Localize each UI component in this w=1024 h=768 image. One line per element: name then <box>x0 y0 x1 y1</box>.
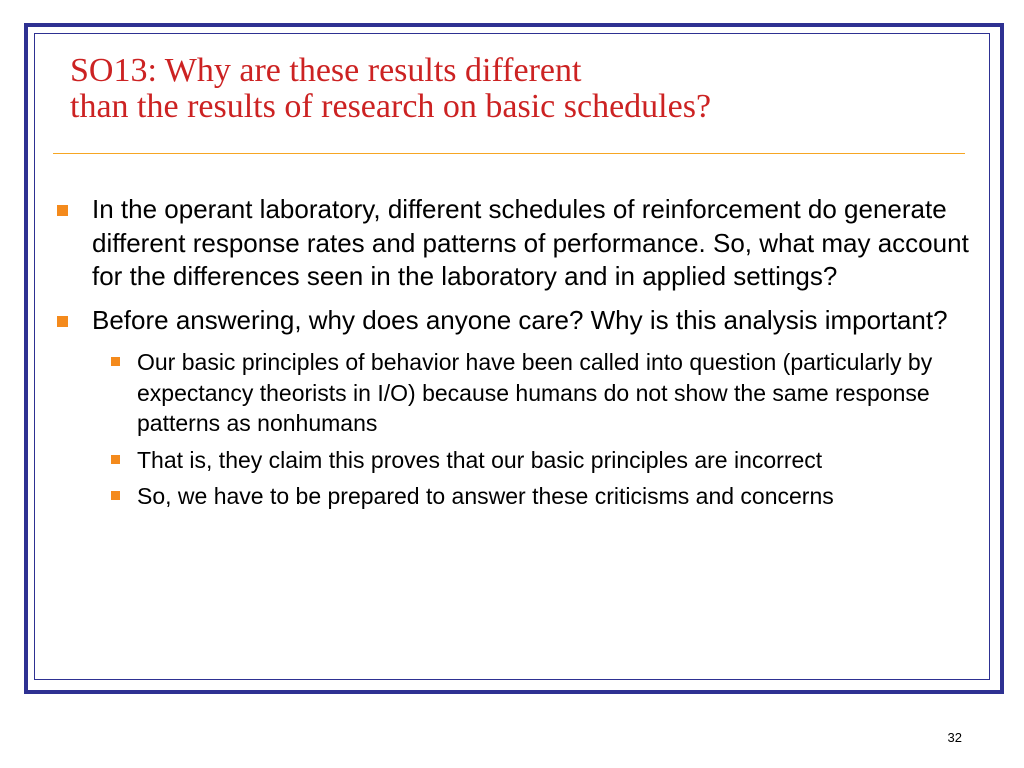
slide-title-line-2: than the results of research on basic schedules? <box>70 88 712 125</box>
square-bullet-icon <box>111 357 120 366</box>
slide-title <box>70 53 950 125</box>
slide-title-line-1: SO13: Why are these results different <box>70 52 582 89</box>
sub-bullet-item <box>52 347 972 439</box>
square-bullet-icon <box>57 316 68 327</box>
bullet-item <box>52 193 972 294</box>
title-divider <box>53 153 965 154</box>
sub-bullet-text: Our basic principles of behavior have been called into question (particularly by expectancy theorists in I/O) because humans do not show the same response patterns as nonhumans <box>137 349 933 436</box>
square-bullet-icon <box>111 491 120 500</box>
square-bullet-icon <box>111 455 120 464</box>
bullet-text: In the operant laboratory, different schedules of reinforcement do generate different response rates and patterns of performance. So, what may account for the differences seen in the laboratory and in applied settings? <box>92 194 969 291</box>
sub-bullet-item <box>52 445 972 476</box>
bullet-item <box>52 304 972 338</box>
sub-bullet-text: That is, they claim this proves that our basic principles are incorrect <box>137 446 823 473</box>
sub-bullet-item <box>52 481 972 512</box>
square-bullet-icon <box>57 205 68 216</box>
page-number: 32 <box>947 730 962 745</box>
bullet-text: Before answering, why does anyone care? Why is this analysis important? <box>92 304 948 335</box>
slide-body <box>52 193 972 518</box>
sub-bullet-text: So, we have to be prepared to answer these criticisms and concerns <box>137 483 834 509</box>
